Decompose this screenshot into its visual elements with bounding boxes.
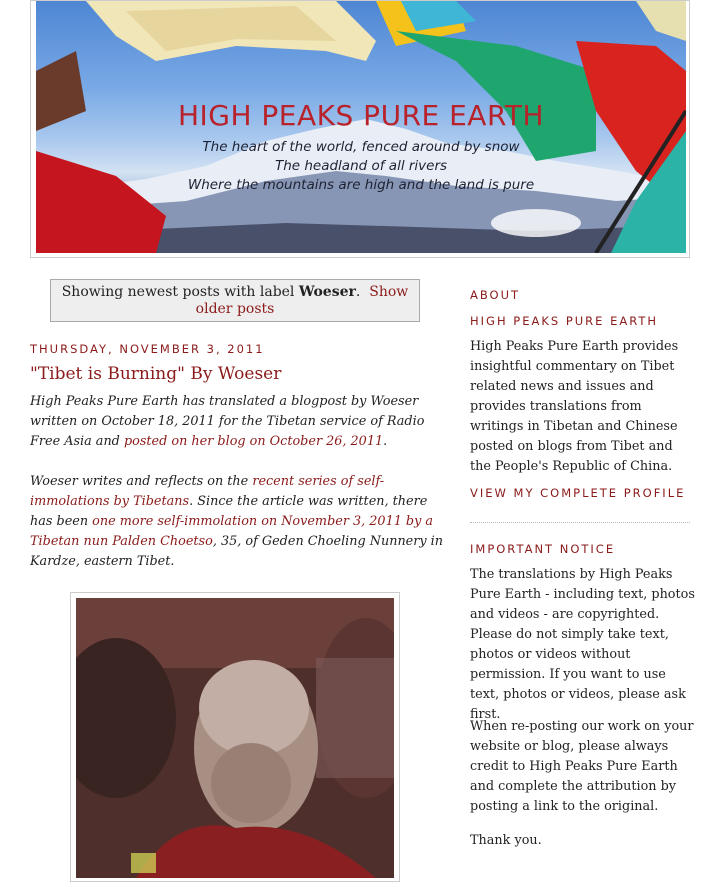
post-p1-end: . — [383, 434, 388, 449]
notice-thank-you: Thank you. — [470, 833, 542, 848]
about-text: High Peaks Pure Earth provides insightful commentary on Tibet related news and issues and provides translations from writings in Tibetan and Chinese posted on blogs from Tibet and the People's Republic of China. — [470, 339, 679, 474]
status-prefix: Showing newest posts with label — [61, 284, 299, 300]
post-p2-text-b: . Since the article was written, there has been — [30, 494, 428, 529]
profile-name-link[interactable]: HIGH PEAKS PURE EARTH — [470, 314, 659, 328]
post-p1-text: High Peaks Pure Earth has translated a blogpost by Woeser written on October 18, 2011 for the Tibetan service of Radio Free Asia and — [30, 394, 425, 449]
blog-header — [30, 0, 690, 258]
posted-on-her-blog-link[interactable]: posted on her blog on October 26, 2011 — [123, 434, 384, 449]
about-heading: ABOUT — [470, 288, 521, 302]
post-date: THURSDAY, NOVEMBER 3, 2011 — [30, 342, 265, 356]
post-p2-text-a: Woeser writes and reflects on the — [30, 474, 253, 489]
post-p2-text-c: , 35, of Geden Choeling Nunnery in Kardze, eastern Tibet. — [30, 534, 444, 569]
label-status-message — [50, 279, 420, 322]
banner-tagline-2: The headland of all rivers — [274, 158, 448, 174]
self-immolations-link[interactable]: recent series of self-immolations by Tibetans — [30, 474, 385, 509]
status-label: Woeser — [298, 284, 356, 300]
sidebar-divider — [470, 522, 690, 523]
show-older-posts-link[interactable]: Show older posts — [195, 284, 409, 317]
notice-paragraph-2: When re-posting our work on your website or blog, please always credit to High Peaks Pure Earth and complete the attribution by posting a link to the original. — [470, 719, 694, 814]
post-paragraph-2 — [30, 472, 445, 572]
important-notice-heading: IMPORTANT NOTICE — [470, 542, 616, 556]
nun-self-immolation-link[interactable]: one more self-immolation on November 3, 2011 by a Tibetan nun Palden Choetso — [30, 514, 434, 549]
banner-tagline-1: The heart of the world, fenced around by snow — [202, 139, 520, 155]
banner-title: HIGH PEAKS PURE EARTH — [177, 99, 545, 132]
view-complete-profile-link[interactable]: VIEW MY COMPLETE PROFILE — [470, 486, 686, 500]
post-photo-frame — [70, 592, 400, 882]
post-title-link[interactable]: "Tibet is Burning" By Woeser — [30, 364, 282, 384]
post-paragraph-1 — [30, 392, 445, 452]
banner-tagline-3: Where the mountains are high and the land is pure — [187, 177, 535, 193]
photo-portrait — [76, 598, 394, 878]
notice-paragraph-1: The translations by High Peaks Pure Earth - including text, photos and videos - are copyrighted. Please do not simply take text, photos or videos without permission. If you want to use text, photos or videos, please ask first. — [470, 567, 695, 722]
header-banner-image[interactable] — [36, 1, 686, 253]
post-photo[interactable] — [76, 598, 394, 878]
status-suffix: . — [355, 284, 361, 300]
